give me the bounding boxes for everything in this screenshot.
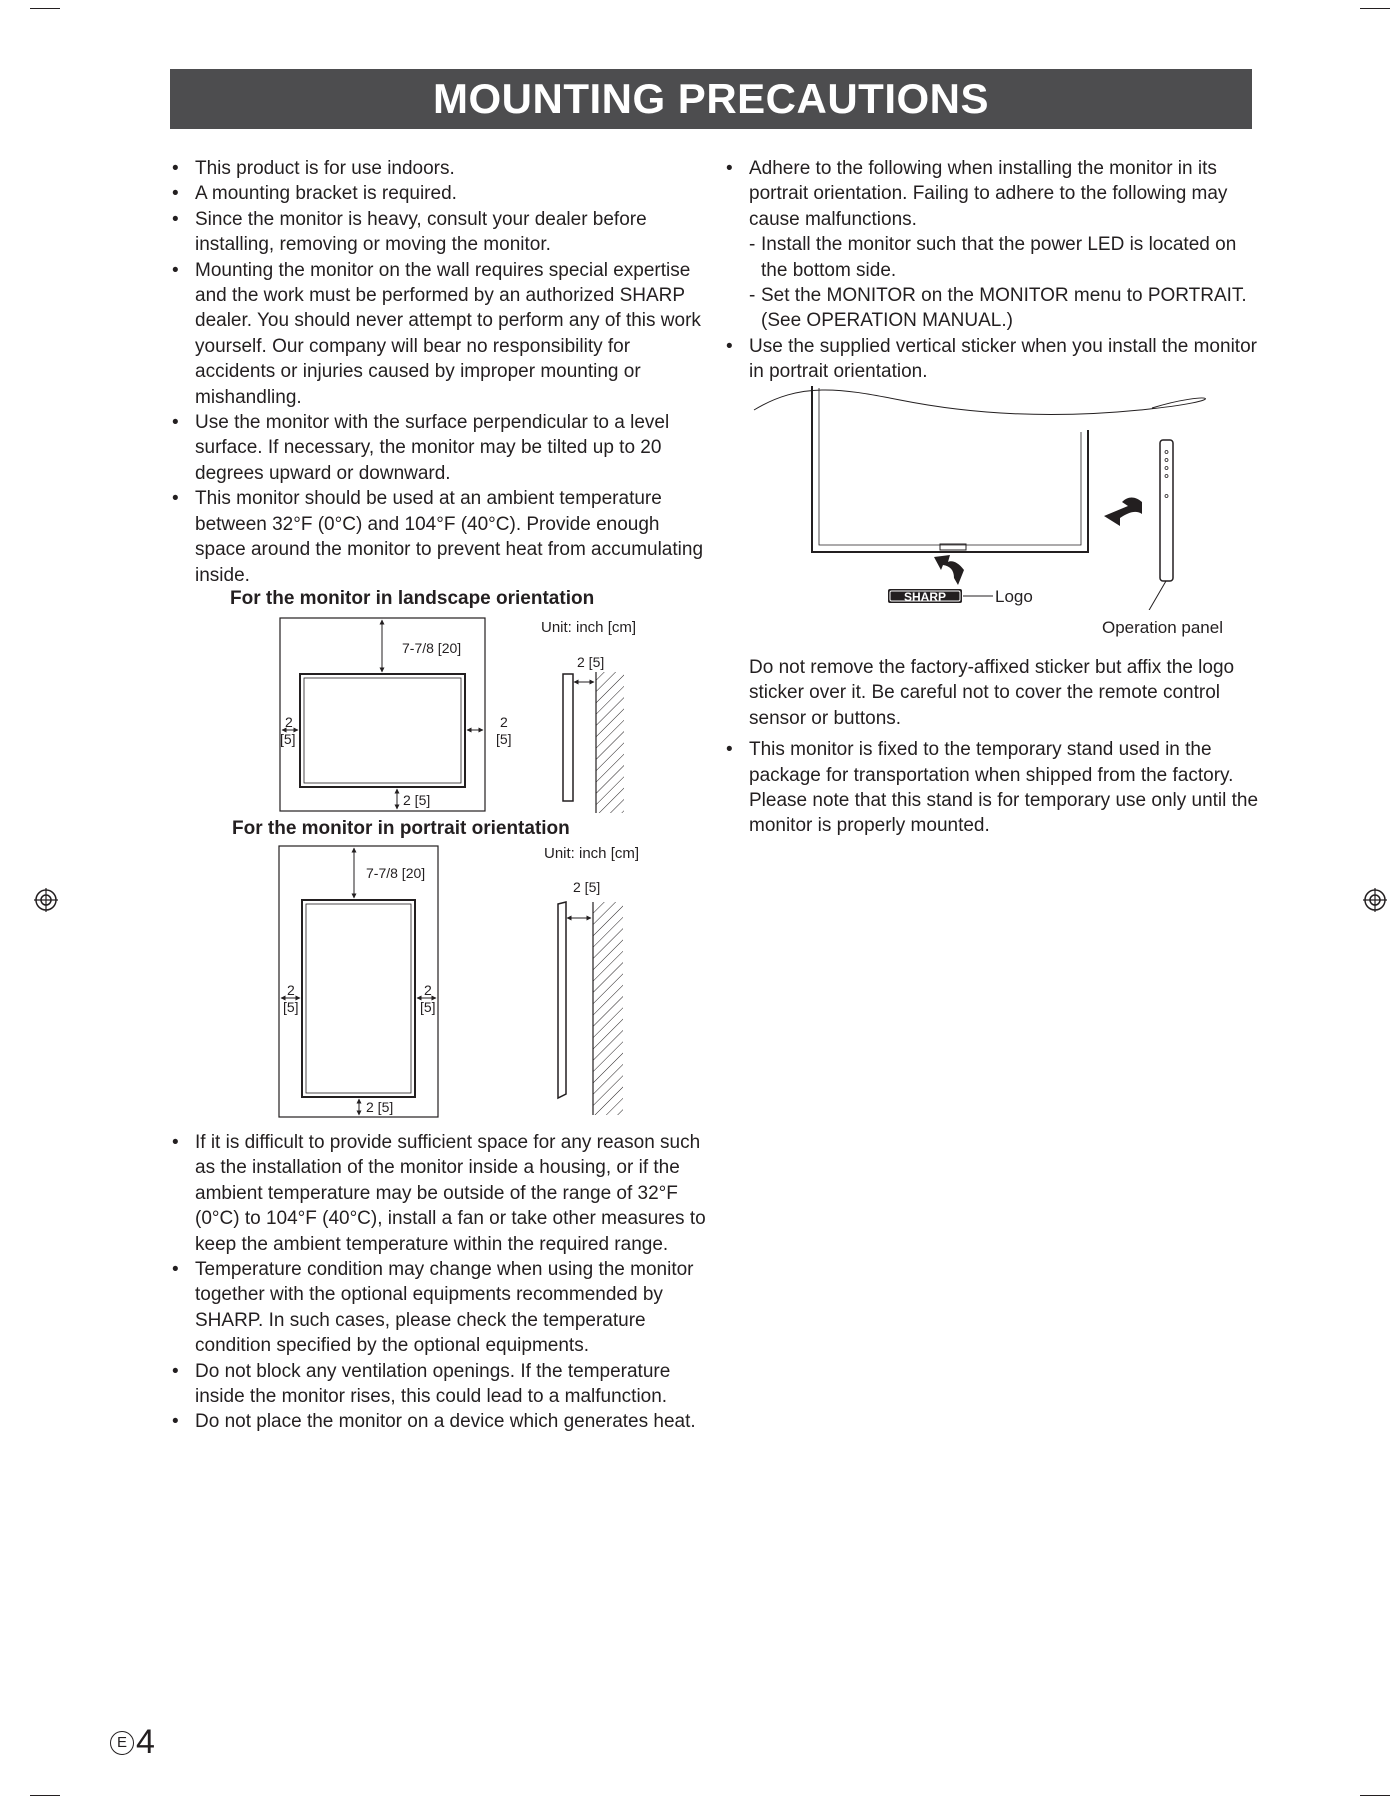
crop-mark bbox=[1360, 1795, 1390, 1796]
top-clearance-label: 7-7/8 [20] bbox=[402, 640, 462, 656]
monitor-outline bbox=[300, 674, 465, 787]
portrait-clearance-diagram bbox=[270, 840, 630, 1125]
monitor-outline bbox=[812, 386, 1088, 552]
landscape-clearance-diagram bbox=[270, 610, 630, 820]
left-clearance-unit: [5] bbox=[283, 999, 299, 1015]
logo-label: Logo bbox=[995, 587, 1033, 606]
portrait-unit-label: Unit: inch [cm] bbox=[544, 845, 640, 862]
list-item-text: • Adhere to the following when installing the monitor in its portrait orientation. Failing to adhere to the following may cause malfunctions. bbox=[749, 158, 1228, 230]
list-item: • Do not place the monitor on a device which generates heat. bbox=[170, 1409, 710, 1434]
right-clearance-unit: [5] bbox=[420, 999, 436, 1015]
portrait-heading: For the monitor in portrait orientation bbox=[232, 818, 570, 839]
landscape-heading: For the monitor in landscape orientation bbox=[230, 588, 595, 609]
sub-item: - Install the monitor such that the power LED is located on the bottom side. bbox=[749, 232, 1264, 283]
list-item: • This monitor should be used at an ambient temperature between 32°F (0°C) and 104°F (40°C). Provide enough space around the monitor to prevent heat from accumulating inside. bbox=[170, 486, 710, 588]
left-column-top bbox=[170, 156, 710, 588]
left-clearance-value: 2 bbox=[287, 982, 295, 998]
monitor-screen bbox=[306, 904, 411, 1093]
list-item: • Use the monitor with the surface perpendicular to a level surface. If necessary, the monitor may be tilted up to 20 degrees upward or downward. bbox=[170, 410, 710, 486]
crop-mark bbox=[30, 1795, 60, 1796]
precaution-list bbox=[724, 156, 1264, 385]
monitor-screen bbox=[304, 678, 461, 783]
registration-mark-right bbox=[1363, 888, 1387, 912]
list-item: • Do not block any ventilation openings. If the temperature inside the monitor rises, this could lead to a malfunction. bbox=[170, 1359, 710, 1410]
panel-arrow-icon bbox=[1104, 498, 1142, 527]
operation-panel-label: Operation panel bbox=[1102, 618, 1223, 637]
monitor-outline bbox=[302, 900, 415, 1097]
top-clearance-label: 7-7/8 [20] bbox=[366, 865, 426, 881]
precaution-list bbox=[170, 1130, 710, 1435]
landscape-unit-label: Unit: inch [cm] bbox=[541, 619, 637, 636]
list-item: • Temperature condition may change when using the monitor together with the optional equipments recommended by SHARP. In such cases, please check the temperature condition specified by the optional equipments. bbox=[170, 1257, 710, 1359]
list-item: • This product is for use indoors. bbox=[170, 156, 710, 181]
list-item: • Use the supplied vertical sticker when you install the monitor in portrait orientation. bbox=[724, 334, 1264, 385]
wall-hatch bbox=[596, 672, 624, 813]
right-clearance-value: 2 bbox=[500, 714, 508, 730]
list-item: • Since the monitor is heavy, consult your dealer before installing, removing or moving the monitor. bbox=[170, 207, 710, 258]
wall-clearance-label: 2 [5] bbox=[573, 879, 601, 895]
monitor-side-view bbox=[558, 902, 566, 1098]
sticker-note: Do not remove the factory-affixed sticker but affix the logo sticker over it. Be careful not to cover the remote control sensor or buttons. bbox=[749, 657, 1235, 729]
crop-mark bbox=[30, 8, 60, 9]
left-column-bottom bbox=[170, 1130, 710, 1435]
sub-item: - Set the MONITOR on the MONITOR menu to PORTRAIT. (See OPERATION MANUAL.) bbox=[749, 283, 1264, 334]
list-item: • If it is difficult to provide sufficient space for any reason such as the installation of the monitor inside a housing, or if the ambient temperature may be outside of the range of 32°F (0°C) to 104°F (40°C), install a fan or take other measures to keep the ambient temperature within the required range. bbox=[170, 1130, 710, 1257]
right-clearance-unit: [5] bbox=[496, 731, 512, 747]
language-badge: E bbox=[110, 1731, 134, 1755]
page-title: MOUNTING PRECAUTIONS bbox=[170, 69, 1252, 129]
precaution-list bbox=[170, 156, 710, 588]
list-item: • This monitor is fixed to the temporary stand used in the package for transportation when shipped from the factory. Please note that this stand is for temporary use only until the monitor is properly mounted. bbox=[724, 737, 1264, 839]
monitor-side-view bbox=[563, 674, 573, 801]
bottom-clearance-label: 2 [5] bbox=[403, 792, 431, 808]
wall-clearance-label: 2 [5] bbox=[577, 654, 605, 670]
page-number-value: 4 bbox=[136, 1723, 155, 1761]
sharp-logo-text: SHARP bbox=[903, 590, 947, 604]
page-number bbox=[110, 1722, 155, 1762]
list-item bbox=[724, 156, 1264, 334]
bottom-clearance-label: 2 [5] bbox=[366, 1099, 394, 1115]
right-column-bottom bbox=[724, 655, 1264, 839]
left-clearance-unit: [5] bbox=[280, 731, 296, 747]
logo-sticker-diagram bbox=[740, 380, 1260, 610]
left-clearance-value: 2 bbox=[285, 714, 293, 730]
list-item: • A mounting bracket is required. bbox=[170, 181, 710, 206]
wall-hatch bbox=[593, 902, 623, 1115]
list-item: • Mounting the monitor on the wall requires special expertise and the work must be performed by an authorized SHARP dealer. You should never attempt to perform any of this work yourself. Our company will bear no responsibility for accidents or injuries caused by improper mounting or mishandling. bbox=[170, 258, 710, 410]
logo-arrow-icon bbox=[934, 555, 964, 585]
precaution-list bbox=[724, 737, 1264, 839]
right-clearance-value: 2 bbox=[424, 982, 432, 998]
registration-mark-left bbox=[34, 888, 58, 912]
crop-mark bbox=[1360, 8, 1390, 9]
right-column-top bbox=[724, 156, 1264, 385]
